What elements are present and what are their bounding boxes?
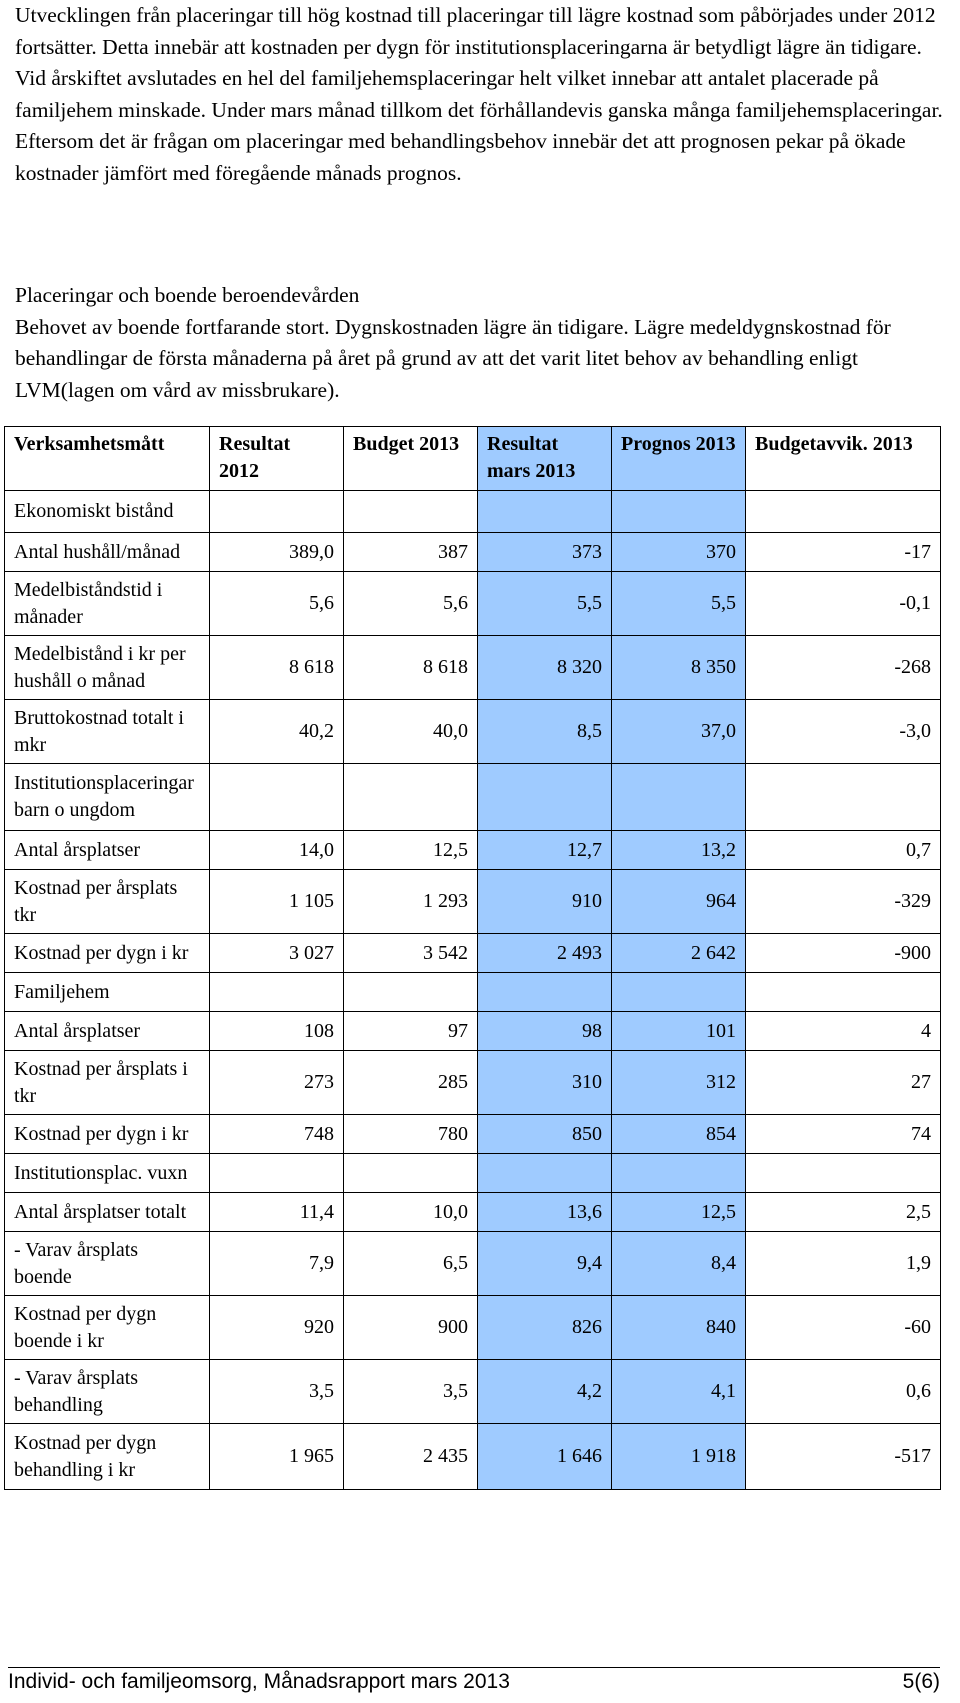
section-heading: Placeringar och boende beroendevården [15,283,360,307]
row-label: Kostnad per årsplats i tkr [5,1051,210,1115]
cell-budget-2013: 900 [344,1296,478,1360]
table-row [5,1051,941,1115]
cell-budgetavvik: 27 [746,1051,941,1115]
group-row [5,973,941,1012]
header-measure: Verksamhetsmått [5,427,210,491]
table-row [5,934,941,973]
cell-resultat-2012: 11,4 [210,1193,344,1232]
cell-resultat-mars-2013: 98 [478,1012,612,1051]
cell-prognos-2013: 854 [612,1115,746,1154]
cell-budgetavvik: 4 [746,1012,941,1051]
cell-budgetavvik: 1,9 [746,1232,941,1296]
cell-budgetavvik: -17 [746,533,941,572]
footer-divider [8,1667,940,1668]
header-prognos-2013: Prognos 2013 [612,427,746,491]
row-label: Kostnad per dygn i kr [5,1115,210,1154]
cell-resultat-mars-2013: 2 493 [478,934,612,973]
cell-budgetavvik: 0,6 [746,1360,941,1424]
beroendevarden-section [15,280,950,406]
cell-resultat-2012: 108 [210,1012,344,1051]
row-label: Antal årsplatser totalt [5,1193,210,1232]
cell-budgetavvik: -60 [746,1296,941,1360]
cell-budgetavvik: 0,7 [746,831,941,870]
cell-resultat-mars-2013: 373 [478,533,612,572]
cell-prognos-2013: 12,5 [612,1193,746,1232]
cell-resultat-2012: 273 [210,1051,344,1115]
table-row [5,1115,941,1154]
cell-budget-2013: 2 435 [344,1424,478,1490]
cell-resultat-2012: 3,5 [210,1360,344,1424]
group-row [5,1154,941,1193]
cell-resultat-2012: 5,6 [210,572,344,636]
group-label: Institutionsplac. vuxn [5,1154,210,1193]
cell-prognos-2013: 101 [612,1012,746,1051]
section-body: Behovet av boende fortfarande stort. Dygnskostnaden lägre än tidigare. Lägre medeldygnskostnad för behandlingar de första månaderna på året på grund av att det varit litet behov av behandling enligt LVM(lagen om vård av missbrukare). [15,314,891,402]
cell-resultat-2012: 920 [210,1296,344,1360]
cell-resultat-2012: 7,9 [210,1232,344,1296]
row-label: Bruttokostnad totalt i mkr [5,700,210,764]
cell-resultat-2012: 8 618 [210,636,344,700]
cell-budget-2013: 8 618 [344,636,478,700]
table-row [5,636,941,700]
table-row [5,572,941,636]
cell-budgetavvik: 2,5 [746,1193,941,1232]
cell-budget-2013: 387 [344,533,478,572]
cell-budgetavvik: -900 [746,934,941,973]
table-row [5,870,941,934]
cell-prognos-2013: 964 [612,870,746,934]
table-row [5,533,941,572]
cell-budget-2013: 40,0 [344,700,478,764]
cell-budget-2013: 10,0 [344,1193,478,1232]
group-row [5,491,941,533]
table-row [5,1360,941,1424]
footer-title: Individ- och familjeomsorg, Månadsrapport mars 2013 [8,1670,510,1693]
table-row [5,1296,941,1360]
cell-prognos-2013: 5,5 [612,572,746,636]
cell-prognos-2013: 8,4 [612,1232,746,1296]
cell-resultat-2012: 40,2 [210,700,344,764]
verksamhetsmatt-table [4,426,941,1490]
page-number: 5(6) [902,1670,940,1693]
table-row [5,1193,941,1232]
cell-budget-2013: 5,6 [344,572,478,636]
row-label: Medelbiståndstid i månader [5,572,210,636]
cell-budgetavvik: -517 [746,1424,941,1490]
cell-resultat-mars-2013: 310 [478,1051,612,1115]
header-resultat-2012: Resultat 2012 [210,427,344,491]
cell-resultat-2012: 389,0 [210,533,344,572]
cell-budget-2013: 285 [344,1051,478,1115]
group-label: Institutionsplaceringar barn o ungdom [5,764,210,831]
cell-prognos-2013: 840 [612,1296,746,1360]
cell-budget-2013: 3,5 [344,1360,478,1424]
cell-budgetavvik: -268 [746,636,941,700]
header-budget-2013: Budget 2013 [344,427,478,491]
cell-resultat-mars-2013: 826 [478,1296,612,1360]
row-label: Antal årsplatser [5,831,210,870]
cell-budgetavvik: 74 [746,1115,941,1154]
cell-resultat-2012: 748 [210,1115,344,1154]
cell-resultat-2012: 3 027 [210,934,344,973]
cell-resultat-mars-2013: 5,5 [478,572,612,636]
table-row [5,1012,941,1051]
table-row [5,700,941,764]
intro-paragraph: Utvecklingen från placeringar till hög kostnad till placeringar till lägre kostnad som påbörjades under 2012 fortsätter. Detta innebär att kostnaden per dygn för institutionsplaceringarna är betydligt lägre än tidigare. Vid årskiftet avslutades en hel del familjehemsplaceringar helt vilket innebar att antalet placerade på familjehem minskade. Under mars månad tillkom det förhållandevis ganska många familjehemsplaceringar. Eftersom det är frågan om placeringar med behandlingsbehov innebär det att prognosen pekar på ökade kostnader jämfört med föregående månads prognos. [15,3,943,185]
cell-budget-2013: 1 293 [344,870,478,934]
row-label: Medelbistånd i kr per hushåll o månad [5,636,210,700]
table-row [5,1232,941,1296]
cell-resultat-mars-2013: 850 [478,1115,612,1154]
cell-prognos-2013: 370 [612,533,746,572]
row-label: Kostnad per dygn i kr [5,934,210,973]
cell-resultat-mars-2013: 8,5 [478,700,612,764]
cell-prognos-2013: 37,0 [612,700,746,764]
row-label: Kostnad per dygn behandling i kr [5,1424,210,1490]
row-label: Antal årsplatser [5,1012,210,1051]
group-label: Ekonomiskt bistånd [5,491,210,533]
cell-resultat-2012: 14,0 [210,831,344,870]
cell-resultat-mars-2013: 1 646 [478,1424,612,1490]
row-label: Kostnad per dygn boende i kr [5,1296,210,1360]
cell-resultat-mars-2013: 12,7 [478,831,612,870]
group-label: Familjehem [5,973,210,1012]
page-footer [8,1670,940,1694]
cell-prognos-2013: 2 642 [612,934,746,973]
cell-prognos-2013: 8 350 [612,636,746,700]
row-label: - Varav årsplats boende [5,1232,210,1296]
cell-budget-2013: 12,5 [344,831,478,870]
cell-resultat-mars-2013: 910 [478,870,612,934]
table-row [5,831,941,870]
group-row [5,764,941,831]
cell-resultat-mars-2013: 8 320 [478,636,612,700]
row-label: Antal hushåll/månad [5,533,210,572]
row-label: Kostnad per årsplats tkr [5,870,210,934]
cell-budget-2013: 97 [344,1012,478,1051]
cell-budgetavvik: -329 [746,870,941,934]
cell-prognos-2013: 312 [612,1051,746,1115]
cell-budgetavvik: -0,1 [746,572,941,636]
cell-budget-2013: 6,5 [344,1232,478,1296]
cell-budget-2013: 780 [344,1115,478,1154]
cell-budget-2013: 3 542 [344,934,478,973]
header-resultat-mars-2013: Resultat mars 2013 [478,427,612,491]
row-label: - Varav årsplats behandling [5,1360,210,1424]
cell-resultat-mars-2013: 13,6 [478,1193,612,1232]
cell-resultat-2012: 1 965 [210,1424,344,1490]
header-budgetavvik-2013: Budgetavvik. 2013 [746,427,941,491]
cell-resultat-2012: 1 105 [210,870,344,934]
cell-budgetavvik: -3,0 [746,700,941,764]
cell-resultat-mars-2013: 4,2 [478,1360,612,1424]
table-header-row [5,427,941,491]
cell-prognos-2013: 13,2 [612,831,746,870]
table-row [5,1424,941,1490]
cell-resultat-mars-2013: 9,4 [478,1232,612,1296]
cell-prognos-2013: 4,1 [612,1360,746,1424]
cell-prognos-2013: 1 918 [612,1424,746,1490]
